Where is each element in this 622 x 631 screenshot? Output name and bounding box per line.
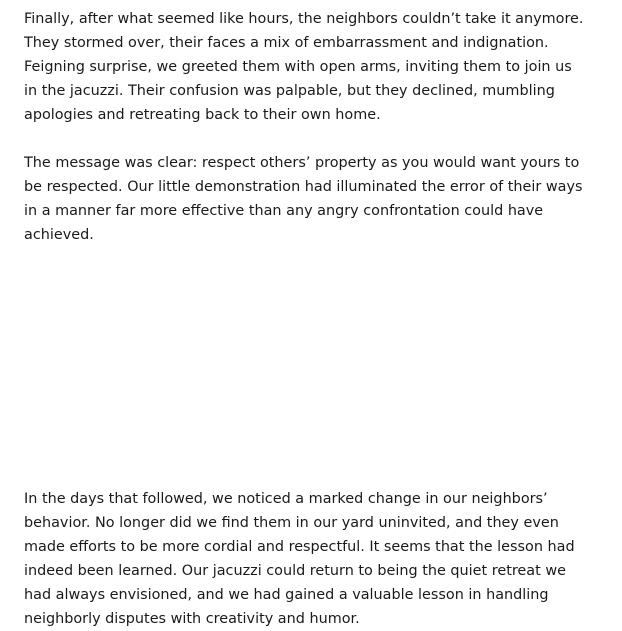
paragraph-days-that-followed: In the days that followed, we noticed a marked change in our neighbors’ behavior. No longer did we find them in our yard uninvited, and they even made efforts to be more cordial and respectful. It seems that the lesson had indeed been learned. Our jacuzzi could return to being the quiet retreat we had always envisioned, and we had gained a valuable lesson in handling neighborly disputes with creativity and humor.: [24, 491, 575, 627]
paragraph-message-clear: The message was clear: respect others’ property as you would want yours to be respected. Our little demonstration had illuminated the error of their ways in a manner far more effective than any angry confrontation could have achieved.: [24, 155, 583, 243]
paragraph-neighbors-confrontation: Finally, after what seemed like hours, the neighbors couldn’t take it anymore. They stormed over, their faces a mix of embarrassment and indignation. Feigning surprise, we greeted them with open arms, inviting them to join us in the jacuzzi. Their confusion was palpable, but they declined, mumbling apologies and retreating back to their own home.: [24, 11, 584, 123]
